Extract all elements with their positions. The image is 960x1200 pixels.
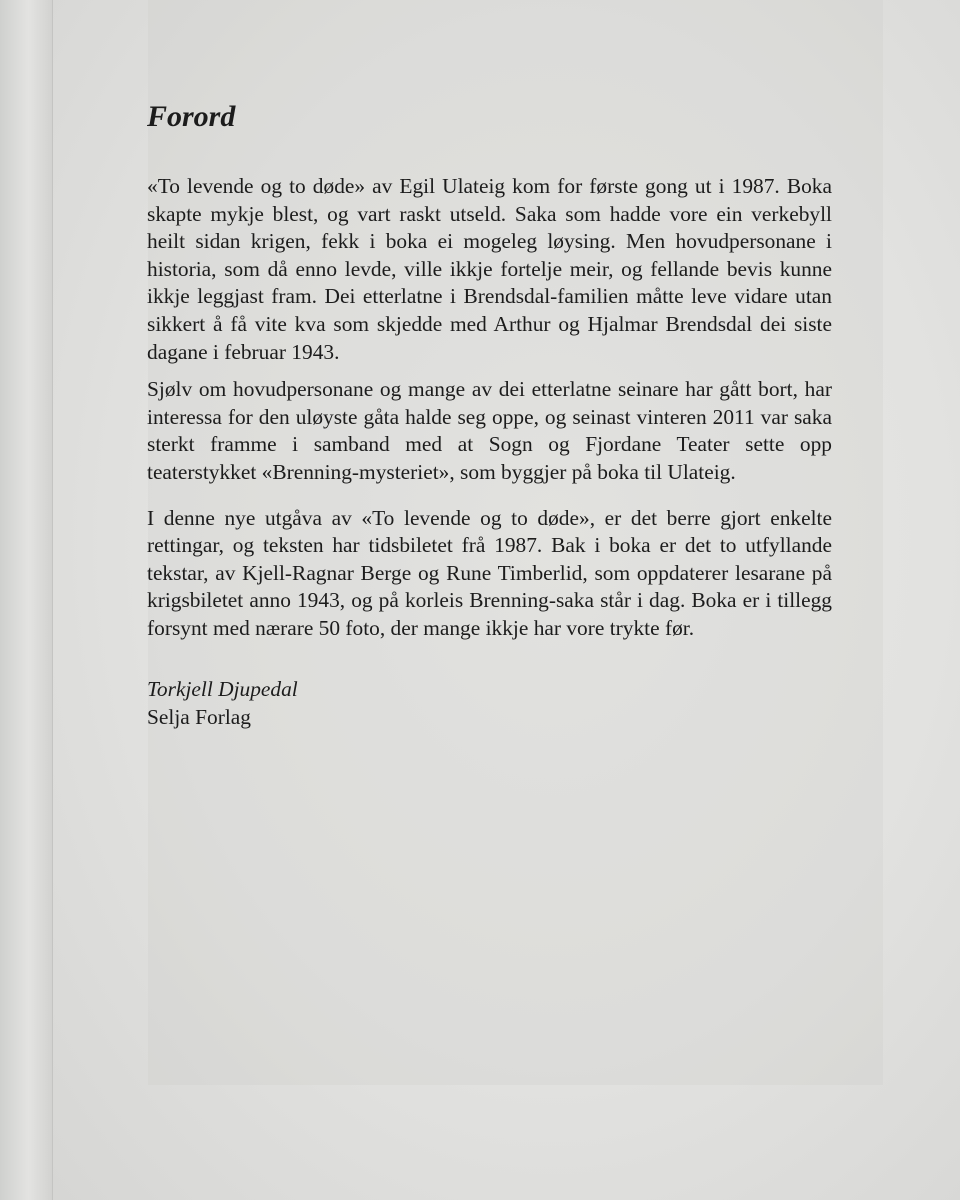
foreword-paragraph-3: I denne nye utgåva av «To levende og to døde», er det berre gjort enkelte rettingar, og teksten har tidsbiletet frå 1987. Bak i boka er det to utfyllande tekstar, av Kjell-Ragnar Berge og Rune Timberlid, som oppdaterer lesarane på krigsbiletet anno 1943, og på korleis Brenning-saka står i dag. Boka er i tillegg forsynt med nærare 50 foto, der mange ikkje har vore trykte før.	[147, 505, 832, 640]
foreword-heading: Forord	[147, 100, 236, 133]
foreword-content	[147, 100, 832, 731]
page-edge	[0, 0, 53, 1200]
author-name: Torkjell Djupedal	[147, 676, 298, 701]
foreword-paragraph-1: «To levende og to døde» av Egil Ulateig kom for første gong ut i 1987. Boka skapte mykje blest, og vart raskt utseld. Saka som hadde vore ein verkebyll heilt sidan krigen, fekk i boka ei mogeleg løysing. Men hovudpersonane i historia, som då enno levde, ville ikkje fortelje meir, og fellande bevis kunne ikkje leggjast fram. Dei etterlatne i Brendsdal-familien måtte leve vidare utan sikkert å få vite kva som skjedde med Arthur og Hjalmar Brendsdal dei siste dagane i februar 1943.	[147, 174, 832, 364]
publisher-name: Selja Forlag	[147, 704, 251, 729]
foreword-paragraph-2: Sjølv om hovudpersonane og mange av dei etterlatne seinare har gått bort, har interessa for den uløyste gåta halde seg oppe, og seinast vinteren 2011 var saka sterkt framme i samband med at Sogn og Fjordane Teater sette opp teaterstykket «Brenning-mysteriet», som byggjer på boka til Ulateig.	[147, 377, 832, 484]
signature-block	[147, 675, 832, 731]
